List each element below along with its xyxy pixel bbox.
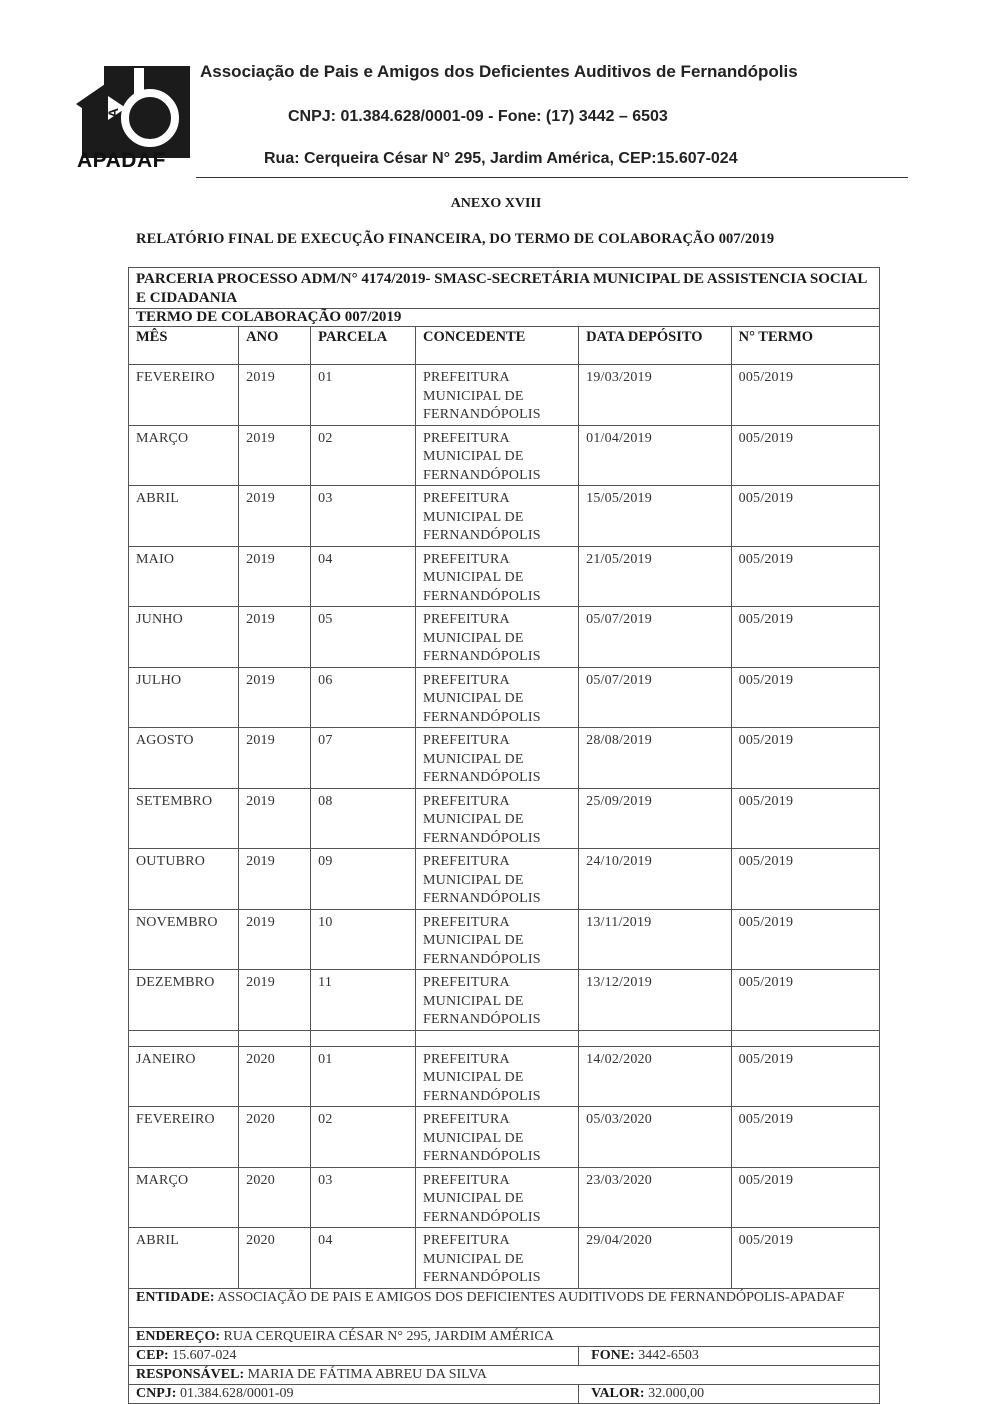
cell-concedente: PREFEITURA MUNICIPAL DE FERNANDÓPOLIS xyxy=(416,1228,579,1289)
cep-label: CEP: xyxy=(136,1347,169,1363)
cell-data: 01/04/2019 xyxy=(579,425,732,486)
table-row xyxy=(129,1107,880,1168)
cell-data: 15/05/2019 xyxy=(579,486,732,547)
cell-concedente: PREFEITURA MUNICIPAL DE FERNANDÓPOLIS xyxy=(416,970,579,1031)
cell-termo: 005/2019 xyxy=(731,607,879,668)
cell-mes: FEVEREIRO xyxy=(129,365,239,426)
cell-mes: ABRIL xyxy=(129,486,239,547)
header-concedente: CONCEDENTE xyxy=(416,327,579,365)
header-divider xyxy=(196,177,908,178)
cell-parcela: 03 xyxy=(311,1167,416,1228)
entidade-row xyxy=(129,1288,880,1327)
table-row xyxy=(129,970,880,1031)
cell-termo: 005/2019 xyxy=(731,909,879,970)
cell-termo: 005/2019 xyxy=(731,1228,879,1289)
cell-parcela: 07 xyxy=(311,728,416,789)
cell-termo: 005/2019 xyxy=(731,1046,879,1107)
cell-concedente: PREFEITURA MUNICIPAL DE FERNANDÓPOLIS xyxy=(416,667,579,728)
cell-data: 24/10/2019 xyxy=(579,849,732,910)
cell-data: 19/03/2019 xyxy=(579,365,732,426)
cell-concedente: PREFEITURA MUNICIPAL DE FERNANDÓPOLIS xyxy=(416,607,579,668)
cell-termo: 005/2019 xyxy=(731,546,879,607)
cnpj-label: CNPJ: xyxy=(136,1385,177,1401)
cell-termo: 005/2019 xyxy=(731,365,879,426)
report-title: RELATÓRIO FINAL DE EXECUÇÃO FINANCEIRA, DO TERMO DE COLABORAÇÃO 007/2019 xyxy=(136,231,775,247)
endereco-value: RUA CERQUEIRA CÉSAR N° 295, JARDIM AMÉRICA xyxy=(220,1328,554,1344)
cell-concedente: PREFEITURA MUNICIPAL DE FERNANDÓPOLIS xyxy=(416,546,579,607)
entidade-value: ASSOCIAÇÃO DE PAIS E AMIGOS DOS DEFICIENTES AUDITIVODS DE FERNANDÓPOLIS-APADAF xyxy=(214,1289,845,1305)
table-row xyxy=(129,425,880,486)
responsavel-value: MARIA DE FÁTIMA ABREU DA SILVA xyxy=(244,1366,487,1382)
cell-concedente: PREFEITURA MUNICIPAL DE FERNANDÓPOLIS xyxy=(416,849,579,910)
cell-data: 29/04/2020 xyxy=(579,1228,732,1289)
header-data-deposito: DATA DEPÓSITO xyxy=(579,327,732,365)
cell-ano: 2020 xyxy=(239,1228,311,1289)
cell-ano: 2019 xyxy=(239,970,311,1031)
cell-mes: AGOSTO xyxy=(129,728,239,789)
cell-concedente: PREFEITURA MUNICIPAL DE FERNANDÓPOLIS xyxy=(416,486,579,547)
header-numero-termo: N° TERMO xyxy=(731,327,879,365)
cell-parcela: 04 xyxy=(311,1228,416,1289)
svg-text:A: A xyxy=(105,107,121,118)
table-row xyxy=(129,1046,880,1107)
cell-data: 13/11/2019 xyxy=(579,909,732,970)
cell-mes: JULHO xyxy=(129,667,239,728)
table-row xyxy=(129,1167,880,1228)
cell-mes: JANEIRO xyxy=(129,1046,239,1107)
responsavel-row xyxy=(129,1365,880,1384)
apadaf-logo xyxy=(74,64,192,160)
header-ano: ANO xyxy=(239,327,311,365)
cell-parcela: 03 xyxy=(311,486,416,547)
cell-data: 05/07/2019 xyxy=(579,667,732,728)
cep-value: 15.607-024 xyxy=(168,1347,237,1363)
cell-data: 23/03/2020 xyxy=(579,1167,732,1228)
parceria-cell: PARCERIA PROCESSO ADM/N° 4174/2019- SMASC-SECRETÁRIA MUNICIPAL DE ASSISTENCIA SOCIAL E CIDADANIA xyxy=(129,268,880,309)
cell-data: 28/08/2019 xyxy=(579,728,732,789)
endereco-label: ENDEREÇO: xyxy=(136,1328,221,1344)
cell-parcela: 06 xyxy=(311,667,416,728)
cell-data: 25/09/2019 xyxy=(579,788,732,849)
cell-parcela: 01 xyxy=(311,365,416,426)
cell-ano: 2020 xyxy=(239,1167,311,1228)
cell-termo: 005/2019 xyxy=(731,788,879,849)
cell-parcela: 05 xyxy=(311,607,416,668)
entidade-label: ENTIDADE: xyxy=(136,1289,215,1305)
cell-mes: MAIO xyxy=(129,546,239,607)
cell-termo: 005/2019 xyxy=(731,849,879,910)
financial-report-table xyxy=(128,267,880,1404)
cell-concedente: PREFEITURA MUNICIPAL DE FERNANDÓPOLIS xyxy=(416,425,579,486)
cell-ano: 2019 xyxy=(239,667,311,728)
cell-mes: FEVEREIRO xyxy=(129,1107,239,1168)
fone-label: FONE: xyxy=(591,1347,635,1363)
endereco-row xyxy=(129,1327,880,1346)
logo-caption: APADAF xyxy=(77,149,166,172)
termo-cell: TERMO DE COLABORAÇÃO 007/2019 xyxy=(129,309,880,327)
cell-data: 13/12/2019 xyxy=(579,970,732,1031)
cep-fone-row xyxy=(129,1346,880,1365)
cell-mes: OUTUBRO xyxy=(129,849,239,910)
cell-mes: SETEMBRO xyxy=(129,788,239,849)
table-row xyxy=(129,849,880,910)
cell-concedente: PREFEITURA MUNICIPAL DE FERNANDÓPOLIS xyxy=(416,365,579,426)
cell-mes: NOVEMBRO xyxy=(129,909,239,970)
cell-ano: 2019 xyxy=(239,486,311,547)
cell-parcela: 09 xyxy=(311,849,416,910)
cell-concedente: PREFEITURA MUNICIPAL DE FERNANDÓPOLIS xyxy=(416,1046,579,1107)
table-row xyxy=(129,1228,880,1289)
cell-termo: 005/2019 xyxy=(731,667,879,728)
valor-value: 32.000,00 xyxy=(644,1385,705,1401)
table-row xyxy=(129,788,880,849)
table-row xyxy=(129,546,880,607)
cell-parcela: 01 xyxy=(311,1046,416,1107)
table-row xyxy=(129,486,880,547)
fone-value: 3442-6503 xyxy=(634,1347,699,1363)
cnpj-valor-row xyxy=(129,1384,880,1403)
cell-termo: 005/2019 xyxy=(731,728,879,789)
cell-ano: 2020 xyxy=(239,1107,311,1168)
cell-concedente: PREFEITURA MUNICIPAL DE FERNANDÓPOLIS xyxy=(416,1107,579,1168)
table-header-row xyxy=(129,327,880,365)
cell-mes: JUNHO xyxy=(129,607,239,668)
table-row xyxy=(129,909,880,970)
table-row xyxy=(129,365,880,426)
cell-termo: 005/2019 xyxy=(731,486,879,547)
cnpj-phone-line: CNPJ: 01.384.628/0001-09 - Fone: (17) 3442 – 6503 xyxy=(288,108,668,125)
cell-data: 21/05/2019 xyxy=(579,546,732,607)
cell-ano: 2019 xyxy=(239,365,311,426)
cell-ano: 2019 xyxy=(239,607,311,668)
cell-concedente: PREFEITURA MUNICIPAL DE FERNANDÓPOLIS xyxy=(416,909,579,970)
address-line: Rua: Cerqueira César N° 295, Jardim América, CEP:15.607-024 xyxy=(264,150,738,167)
organization-name: Associação de Pais e Amigos dos Deficientes Auditivos de Fernandópolis xyxy=(200,62,798,81)
cell-concedente: PREFEITURA MUNICIPAL DE FERNANDÓPOLIS xyxy=(416,1167,579,1228)
cell-concedente: PREFEITURA MUNICIPAL DE FERNANDÓPOLIS xyxy=(416,788,579,849)
cell-data: 05/03/2020 xyxy=(579,1107,732,1168)
cell-ano: 2019 xyxy=(239,909,311,970)
cell-parcela: 02 xyxy=(311,1107,416,1168)
cell-termo: 005/2019 xyxy=(731,1167,879,1228)
cell-parcela: 10 xyxy=(311,909,416,970)
header-mes: MÊS xyxy=(129,327,239,365)
cell-parcela: 08 xyxy=(311,788,416,849)
cell-ano: 2019 xyxy=(239,728,311,789)
cell-termo: 005/2019 xyxy=(731,1107,879,1168)
cell-mes: MARÇO xyxy=(129,1167,239,1228)
cell-parcela: 11 xyxy=(311,970,416,1031)
table-row xyxy=(129,728,880,789)
cell-ano: 2019 xyxy=(239,849,311,910)
cell-ano: 2019 xyxy=(239,425,311,486)
cell-data: 05/07/2019 xyxy=(579,607,732,668)
header-parcela: PARCELA xyxy=(311,327,416,365)
cell-ano: 2020 xyxy=(239,1046,311,1107)
separator-row xyxy=(129,1030,880,1046)
annex-title: ANEXO XVIII xyxy=(450,196,542,211)
cell-mes: MARÇO xyxy=(129,425,239,486)
table-row xyxy=(129,667,880,728)
responsavel-label: RESPONSÁVEL: xyxy=(136,1366,245,1382)
cell-ano: 2019 xyxy=(239,788,311,849)
cell-concedente: PREFEITURA MUNICIPAL DE FERNANDÓPOLIS xyxy=(416,728,579,789)
cell-ano: 2019 xyxy=(239,546,311,607)
cell-termo: 005/2019 xyxy=(731,970,879,1031)
cell-mes: DEZEMBRO xyxy=(129,970,239,1031)
valor-label: VALOR: xyxy=(591,1385,645,1401)
cell-parcela: 04 xyxy=(311,546,416,607)
cell-data: 14/02/2020 xyxy=(579,1046,732,1107)
cell-termo: 005/2019 xyxy=(731,425,879,486)
cnpj-value: 01.384.628/0001-09 xyxy=(176,1385,294,1401)
table-row xyxy=(129,607,880,668)
cell-parcela: 02 xyxy=(311,425,416,486)
cell-mes: ABRIL xyxy=(129,1228,239,1289)
